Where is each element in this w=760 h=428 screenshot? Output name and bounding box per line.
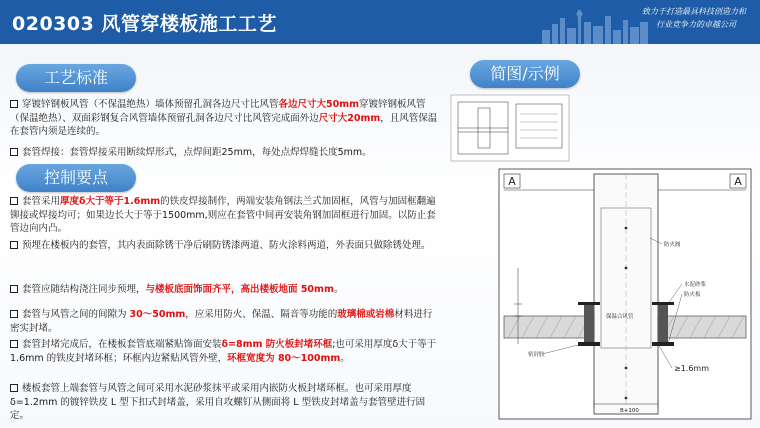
control-para-2 bbox=[10, 239, 438, 253]
section-standard-heading: 工艺标准 bbox=[16, 64, 136, 92]
highlight-text: 各边尺寸大50mm bbox=[278, 99, 360, 110]
highlight-text: 30～50mm bbox=[129, 309, 186, 320]
checkbox-bullet-icon bbox=[10, 285, 18, 293]
header-bar bbox=[0, 0, 760, 44]
section-mark-left: A bbox=[508, 175, 516, 188]
slogan-line: 致力于打造最具科技创造力和 bbox=[642, 7, 746, 16]
body-text: 套管封堵完成后，在楼板套管底端紧贴饰面安装 bbox=[22, 339, 222, 350]
page-title: 020303 风管穿楼板施工工艺 bbox=[12, 13, 277, 35]
body-text: 材料进行密实封堵。 bbox=[10, 309, 433, 334]
checkbox-bullet-icon bbox=[10, 148, 18, 156]
checkbox-bullet-icon bbox=[10, 384, 18, 392]
body-text: 穿镀锌钢板风管（不保温绝热）墙体预留孔洞各边尺寸比风管 bbox=[22, 99, 279, 110]
city-skyline-icon bbox=[540, 0, 650, 44]
body-text: 预埋在楼板内的套管，其内表面除锈干净后刷防锈漆两道、防火涂料两道，外表面只做除锈处理。 bbox=[22, 240, 431, 251]
body-text: ;也可采用厚度δ大于等于1.6mm 的铁皮封堵环框；环框内边紧贴风管外壁， bbox=[10, 339, 437, 364]
control-para-5 bbox=[10, 338, 438, 365]
highlight-text: 与楼板底面饰面齐平，高出楼板地面 50mm bbox=[145, 284, 334, 295]
label-fire-damper: 防火阀 bbox=[664, 242, 681, 248]
section-control-heading: 控制要点 bbox=[16, 164, 136, 192]
control-para-6 bbox=[10, 382, 438, 423]
checkbox-bullet-icon bbox=[10, 241, 18, 249]
body-text: 套管焊接：套管焊接采用断续焊形式，点焊间距25mm，每处点焊焊缝长度5mm。 bbox=[22, 147, 372, 158]
checkbox-bullet-icon bbox=[10, 340, 18, 348]
section-example-heading: 简图/示例 bbox=[470, 60, 580, 88]
label-dimension-b100: B+100 bbox=[620, 408, 639, 414]
checkbox-bullet-icon bbox=[10, 197, 18, 205]
highlight-text: 玻璃棉或岩棉 bbox=[337, 309, 395, 320]
body-text: 套管与风管之间的间隙为 bbox=[22, 309, 130, 320]
company-slogan bbox=[638, 5, 746, 31]
control-para-1 bbox=[10, 195, 438, 236]
duct-floor-penetration-drawing bbox=[498, 168, 752, 420]
body-text: 穿镀锌钢板风管（保温绝热）、双面彩钢复合风管墙体预留孔洞各边尺寸比风管完成面外边 bbox=[10, 99, 426, 124]
body-text: 。 bbox=[340, 352, 350, 364]
checkbox-bullet-icon bbox=[10, 100, 18, 108]
label-sealant: 密封胶 bbox=[528, 352, 545, 358]
control-para-3 bbox=[10, 283, 438, 297]
thumbnail-drawing bbox=[450, 94, 570, 162]
highlight-text: 厚度δ大于等于1.6mm bbox=[60, 196, 161, 207]
section-mark-right: A bbox=[734, 175, 742, 188]
body-text: 的铁皮焊接制作，两端安装角钢法兰式加固框，风管与加固框翻遍铆接或焊接均可；如果边长大于等于1500mm,则应在套管中间再安装角钢加固框进行加固。以防止套管边向内凸。 bbox=[10, 196, 436, 234]
label-fire-board: 防火板 bbox=[684, 292, 701, 298]
body-text: 楼板套管上端套管与风管之间可采用水泥砂浆抹平或采用内嵌防火板封堵环框。也可采用厚度δ=1.2mm 的镀锌铁皮 L 型下扣式封堵盖，采用自攻螺钉从侧面将 L 型铁皮封堵盖与套管壁进行固定。 bbox=[10, 383, 426, 421]
body-text: 套管应随结构浇注同步预埋， bbox=[22, 284, 146, 295]
body-text: ，应采用防火、保温、隔音等功能的 bbox=[185, 309, 338, 320]
highlight-text: δ=8mm 防火板封堵环框 bbox=[221, 339, 333, 350]
body-text: 套管采用 bbox=[22, 196, 61, 207]
label-sleeve-thickness: ≥1.6mm bbox=[674, 364, 710, 373]
label-insulated-duct: 保温合风管 bbox=[606, 314, 634, 320]
slogan-line: 行业竞争力的卓越公司 bbox=[656, 20, 736, 29]
body-text: ，且风管保温在套管内须是连续的。 bbox=[10, 112, 438, 137]
highlight-text: 环框宽度为 80～100mm bbox=[227, 352, 341, 364]
label-cement-mortar: 水泥砂浆 bbox=[684, 282, 707, 288]
control-para-4 bbox=[10, 308, 438, 335]
standard-para-2 bbox=[10, 146, 438, 160]
body-text: 。 bbox=[333, 284, 344, 295]
standard-para-1 bbox=[10, 98, 438, 139]
checkbox-bullet-icon bbox=[10, 310, 18, 318]
highlight-text: 尺寸大20mm bbox=[318, 112, 381, 124]
